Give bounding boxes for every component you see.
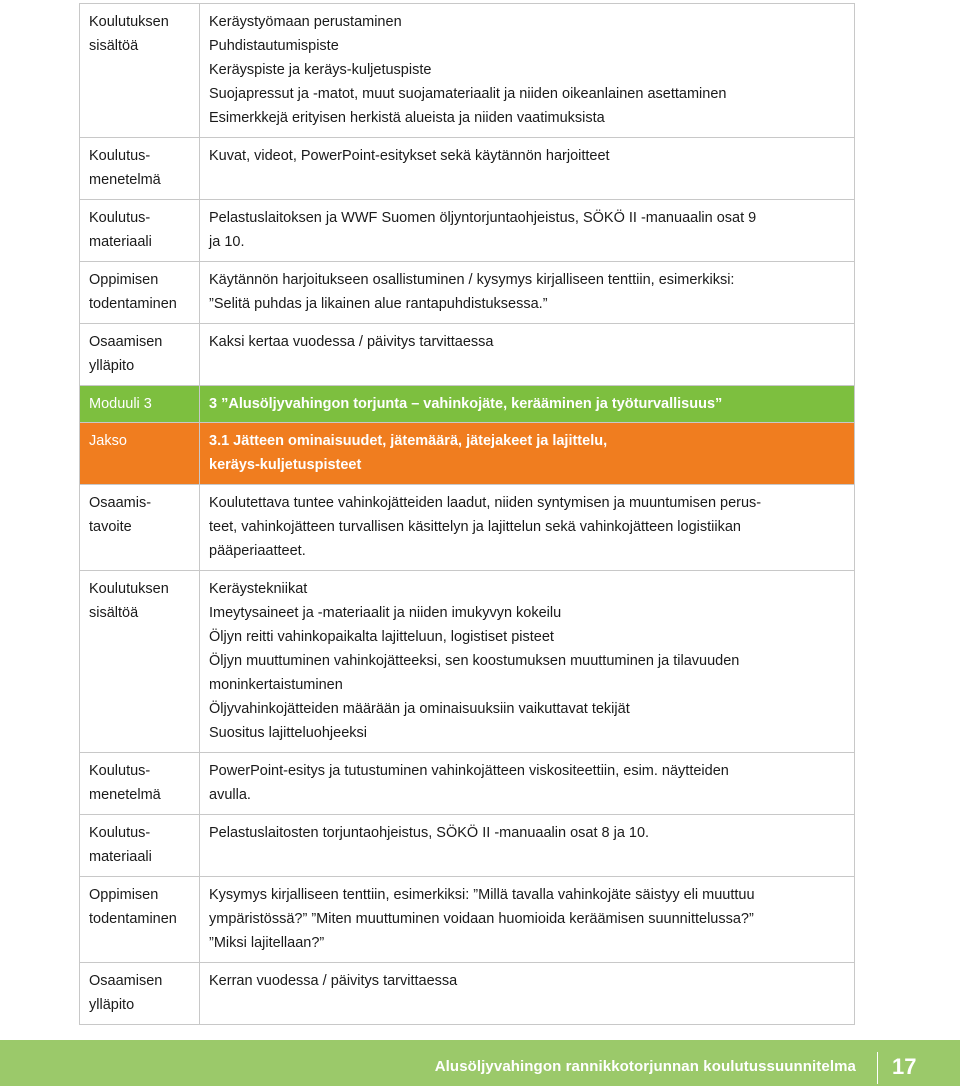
- content-line: Suojapressut ja -matot, muut suojamateriaalit ja niiden oikeanlainen asettaminen: [209, 86, 727, 102]
- table-row: [80, 753, 855, 815]
- table-row: [80, 4, 855, 138]
- row-label: Koulutus- menetelmä: [80, 138, 200, 200]
- row-label: Osaamis- tavoite: [80, 485, 200, 571]
- footer-title: Alusöljyvahingon rannikkotorjunnan koulutussuunnitelma: [434, 1058, 856, 1075]
- row-content: Pelastuslaitoksen ja WWF Suomen öljyntorjuntaohjeistus, SÖKÖ II -manuaalin osat 9 ja 10.: [200, 200, 855, 262]
- page-number: 17: [892, 1054, 917, 1079]
- row-content: Pelastuslaitosten torjuntaohjeistus, SÖKÖ II -manuaalin osat 8 ja 10.: [200, 815, 855, 877]
- row-label: Oppimisen todentaminen: [80, 877, 200, 963]
- table-row: [80, 485, 855, 571]
- curriculum-table: [79, 3, 855, 1025]
- row-label: Koulutus- materiaali: [80, 815, 200, 877]
- table-row: [80, 877, 855, 963]
- module-title: 3 ”Alusöljyvahingon torjunta – vahinkojäte, kerääminen ja työturvallisuus”: [200, 386, 855, 423]
- row-label: Osaamisen ylläpito: [80, 963, 200, 1025]
- row-content: Kuvat, videot, PowerPoint-esitykset sekä käytännön harjoitteet: [200, 138, 855, 200]
- content-line: Imeytysaineet ja -materiaalit ja niiden imukyvyn kokeilu: [209, 605, 562, 621]
- row-content: [200, 4, 855, 138]
- content-line: Keräyspiste ja keräys-kuljetuspiste: [209, 62, 432, 78]
- row-label: Koulutuksen sisältöä: [80, 571, 200, 753]
- table-row: [80, 815, 855, 877]
- module-label: Moduuli 3: [89, 396, 152, 412]
- module-header-row: [80, 386, 855, 423]
- module-label-cell: [80, 386, 200, 423]
- table-row: [80, 138, 855, 200]
- content-line: Keräystyömaan perustaminen: [209, 14, 402, 30]
- row-label: Koulutus- materiaali: [80, 200, 200, 262]
- content-line: Esimerkkejä erityisen herkistä alueista ja niiden vaatimuksista: [209, 110, 605, 126]
- section-header-row: [80, 423, 855, 485]
- row-label: Koulutus- menetelmä: [80, 753, 200, 815]
- content-line: Suositus lajitteluohjeeksi: [209, 725, 367, 741]
- table-row: [80, 571, 855, 753]
- row-label: Koulutuksen sisältöä: [80, 4, 200, 138]
- content-line: Öljyn muuttuminen vahinkojätteeksi, sen koostumuksen muuttuminen ja tilavuuden moninkertaistuminen: [209, 653, 740, 693]
- row-label: Osaamisen ylläpito: [80, 324, 200, 386]
- row-content: Kerran vuodessa / päivitys tarvittaessa: [200, 963, 855, 1025]
- table-row: [80, 200, 855, 262]
- content-line: Öljyn reitti vahinkopaikalta lajitteluun, logistiset pisteet: [209, 629, 554, 645]
- footer-divider: [877, 1052, 878, 1084]
- section-label-cell: [80, 423, 200, 485]
- row-label: Oppimisen todentaminen: [80, 262, 200, 324]
- section-title: 3.1 Jätteen ominaisuudet, jätemäärä, jätejakeet ja lajittelu, keräys-kuljetuspisteet: [200, 423, 855, 485]
- section-label: Jakso: [89, 433, 127, 449]
- row-content: Koulutettava tuntee vahinkojätteiden laadut, niiden syntymisen ja muuntumisen perus- teet, vahinkojätteen turvallisen käsittelyn ja lajittelun sekä vahinkojätteen logistiikan pääperiaatteet.: [200, 485, 855, 571]
- table-row: [80, 963, 855, 1025]
- page-footer: [0, 1040, 960, 1086]
- content-line: Öljyvahinkojätteiden määrään ja ominaisuuksiin vaikuttavat tekijät: [209, 701, 630, 717]
- table-row: [80, 262, 855, 324]
- row-content: Kaksi kertaa vuodessa / päivitys tarvittaessa: [200, 324, 855, 386]
- row-content: [200, 571, 855, 753]
- table-row: [80, 324, 855, 386]
- content-line: Puhdistautumispiste: [209, 38, 339, 54]
- row-content: Kysymys kirjalliseen tenttiin, esimerkiksi: ”Millä tavalla vahinkojäte säistyy eli muuttuu ympäristössä?” ”Miten muuttuminen voidaan huomioida keräämisen suunnittelussa?” ”Miksi lajitellaan?”: [200, 877, 855, 963]
- row-content: PowerPoint-esitys ja tutustuminen vahinkojätteen viskositeettiin, esim. näytteiden avulla.: [200, 753, 855, 815]
- row-content: Käytännön harjoitukseen osallistuminen / kysymys kirjalliseen tenttiin, esimerkiksi: ”Selitä puhdas ja likainen alue rantapuhdistuksessa.”: [200, 262, 855, 324]
- content-line: Keräystekniikat: [209, 581, 308, 597]
